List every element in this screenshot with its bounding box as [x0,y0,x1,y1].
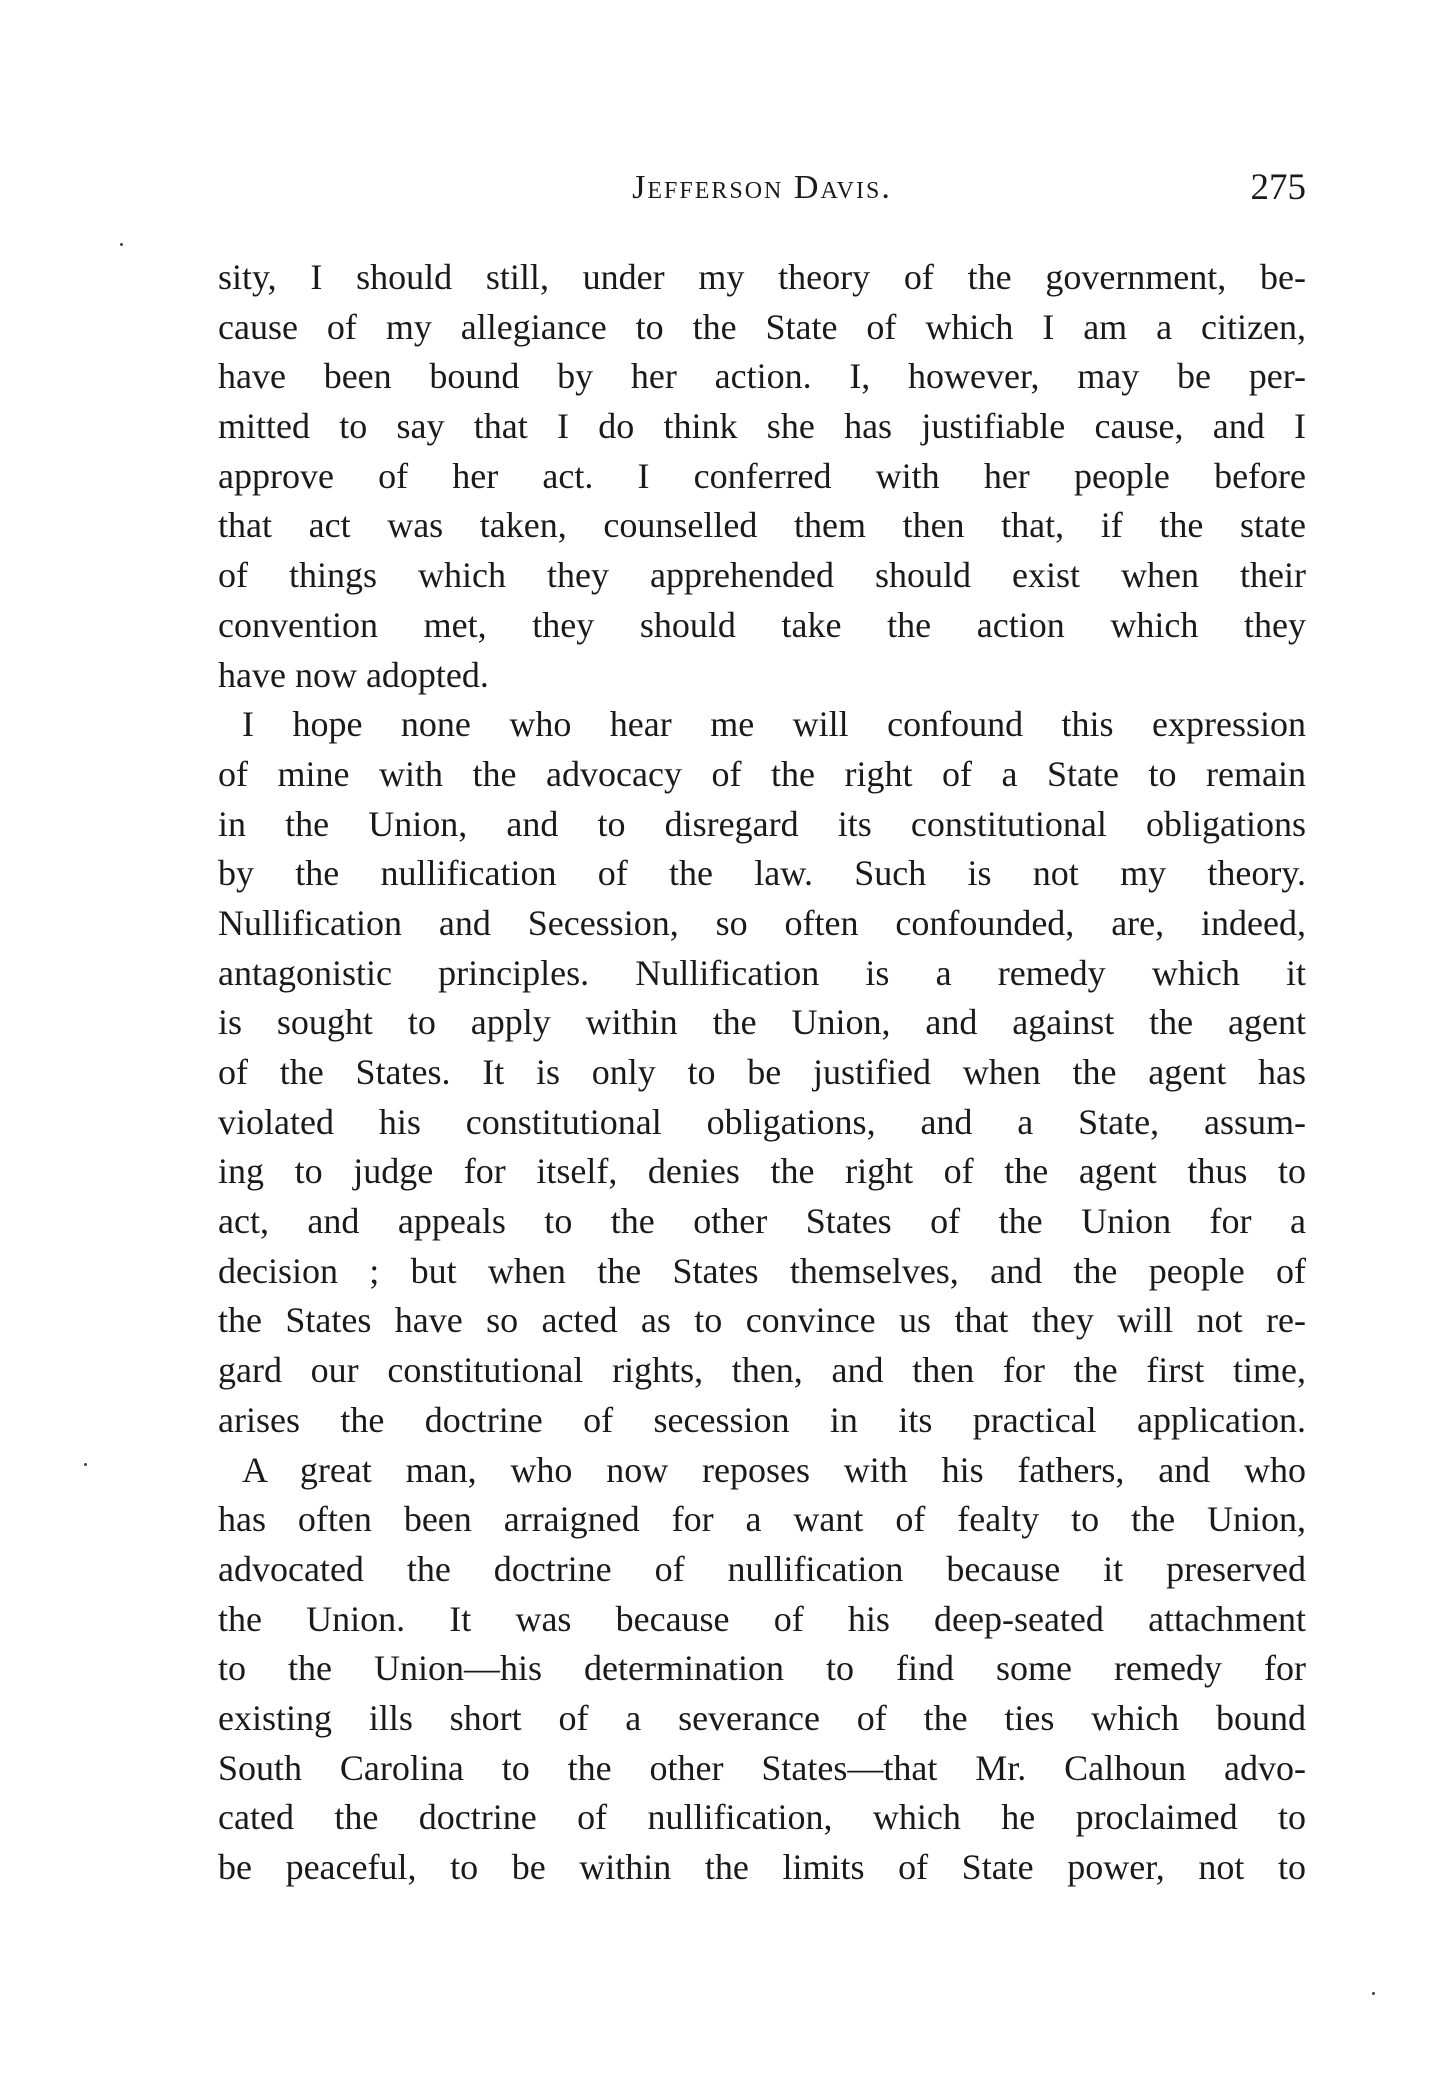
text-line: have now adopted. [218,654,489,695]
text-line: existing ills short of a severance of the ties which bound [218,1697,1306,1738]
text-line: act, and appeals to the other States of the Union for a [218,1201,1306,1242]
text-line: by the nullification of the law. Such is not my theory. [218,853,1306,894]
text-line: cated the doctrine of nullification, which he proclaimed to [218,1797,1306,1838]
text-line: arises the doctrine of secession in its practical application. [218,1399,1306,1440]
text-line: be peaceful, to be within the limits of State power, not to [218,1847,1306,1887]
scan-speck [120,243,123,246]
text-line: of the States. It is only to be justified when the agent has [218,1052,1306,1092]
text-line: the Union. It was because of his deep-seated attachment [218,1598,1306,1639]
page-number: 275 [1250,167,1306,208]
text-line: sity, I should still, under my theory of the government, be- [218,257,1306,297]
text-line: antagonistic principles. Nullification is a remedy which it [218,952,1306,993]
text-line: gard our constitutional rights, then, and then for the first time, [218,1350,1306,1391]
text-line: cause of my allegiance to the State of which I am a citizen, [218,306,1306,347]
text-line: South Carolina to the other States—that Mr. Calhoun advo- [218,1747,1306,1788]
running-title: Jefferson Davis. [632,169,892,206]
text-line: have been bound by her action. I, however, may be per- [218,356,1306,397]
paragraph-first-line: A great man, who now reposes with his fathers, and who [242,1449,1306,1490]
text-line: that act was taken, counselled them then that, if the state [218,505,1306,546]
text-line: to the Union—his determination to find some remedy for [218,1648,1306,1689]
text-line: the States have so acted as to convince us that they will not re- [218,1300,1306,1341]
text-line: violated his constitutional obligations, and a State, assum- [218,1101,1306,1142]
scan-speck [1372,1992,1375,1995]
running-head [218,158,1306,218]
paragraph-first-line: I hope none who hear me will confound this expression [242,704,1306,745]
text-line: approve of her act. I conferred with her people before [218,455,1306,496]
body-text [218,253,1306,1893]
text-line: of things which they apprehended should exist when their [218,555,1306,596]
text-line: advocated the doctrine of nullification because it preserved [218,1548,1306,1589]
text-line: in the Union, and to disregard its constitutional obligations [218,803,1306,844]
text-line: is sought to apply within the Union, and against the agent [218,1002,1306,1043]
scan-speck [84,1463,87,1466]
text-line: decision ; but when the States themselves, and the people of [218,1250,1306,1291]
text-line: Nullification and Secession, so often confounded, are, indeed, [218,902,1306,943]
text-line: has often been arraigned for a want of fealty to the Union, [218,1499,1306,1540]
text-line: convention met, they should take the action which they [218,604,1306,645]
text-line: ing to judge for itself, denies the right of the agent thus to [218,1151,1306,1192]
text-line: mitted to say that I do think she has justifiable cause, and I [218,406,1306,447]
text-line: of mine with the advocacy of the right of a State to remain [218,753,1306,794]
